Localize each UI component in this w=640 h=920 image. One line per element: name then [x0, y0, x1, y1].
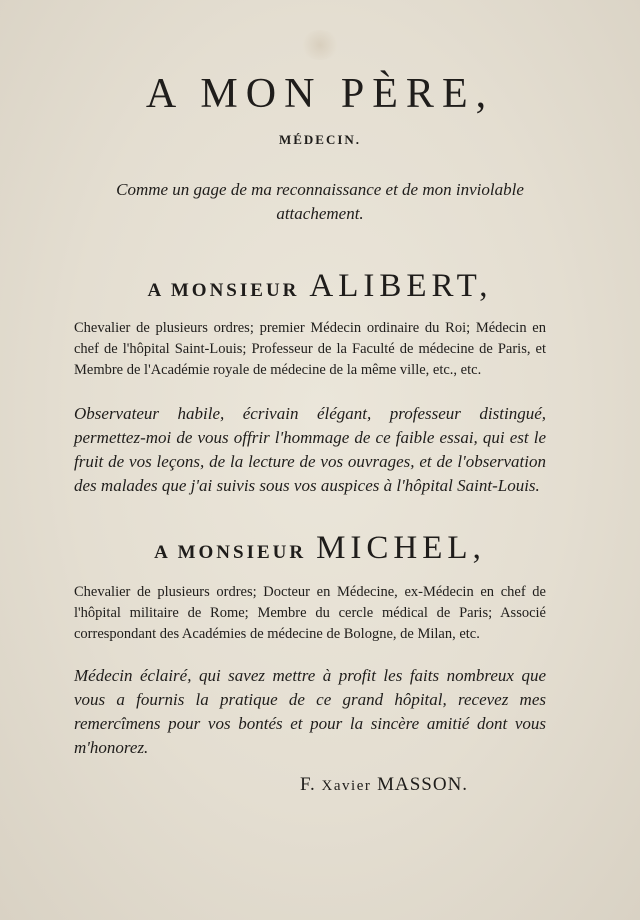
- michel-heading: [0, 530, 640, 567]
- dedication-father-heading: A MON PÈRE,: [145, 71, 495, 117]
- michel-prefix: A MONSIEUR: [154, 542, 307, 563]
- father-dedication-text: Comme un gage de ma reconnaissance et de mon inviolable attachement.: [116, 180, 524, 223]
- alibert-heading: [0, 268, 640, 305]
- signature-first-name: Xavier: [321, 778, 372, 794]
- paper-stain: [300, 30, 340, 60]
- michel-titles: Chevalier de plusieurs ordres; Docteur en Médecine, ex-Médecin en chef de l'hôpital militaire de Rome; Membre du cercle médical de Paris; Associé correspondant des Académies de médecine de Bologne, de Milan, etc.: [74, 584, 546, 642]
- alibert-prefix: A MONSIEUR: [147, 280, 300, 301]
- alibert-dedication-text: Observateur habile, écrivain élégant, professeur distingué, permettez-moi de vous offrir l'hommage de ce faible essai, qui est le fruit de vos leçons, de la lecture de vos ouvrages, et de l'observation des malades que j'ai suivis sous vos auspices à l'hôpital Saint-Louis.: [74, 404, 546, 495]
- father-role: MÉDECIN.: [278, 132, 362, 147]
- alibert-titles: Chevalier de plusieurs ordres; premier Médecin ordinaire du Roi; Médecin en chef de l'hôpital Saint-Louis; Professeur de la Faculté de médecine de Paris, et Membre de l'Académie royale de médecine de la même ville, etc., etc.: [74, 320, 546, 378]
- michel-name: MICHEL,: [316, 530, 486, 566]
- signature-surname: MASSON.: [377, 774, 469, 795]
- author-signature: [300, 774, 560, 796]
- michel-dedication-text: Médecin éclairé, qui savez mettre à profit les faits nombreux que vous a fournis la pratique de ce grand hôpital, recevez mes remercîmens pour vos bontés et pour la sincère amitié dont vous m'honorez.: [74, 666, 546, 757]
- alibert-name: ALIBERT,: [309, 268, 493, 304]
- signature-initial: F.: [300, 774, 316, 795]
